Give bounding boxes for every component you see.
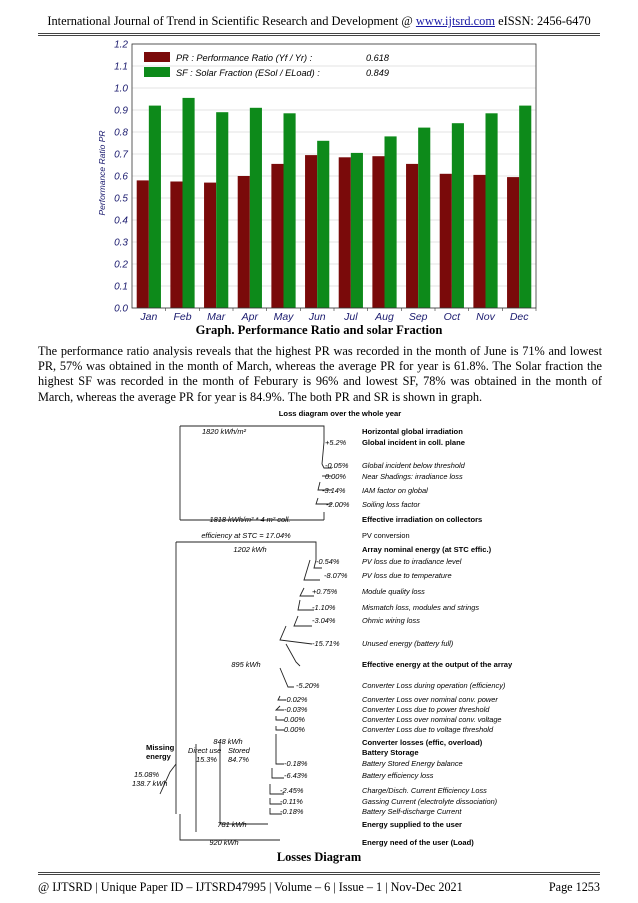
footer-page-number: Page 1253: [548, 880, 600, 894]
x-tick-label: Aug: [375, 311, 394, 323]
journal-url-link[interactable]: www.ijtsrd.com: [415, 14, 495, 28]
loss-item-label: Converter Loss over nominal conv. voltage: [362, 715, 502, 724]
stage-value-4: 1202 kWh: [233, 545, 267, 554]
bar-pr-aug: [372, 156, 384, 308]
loss-item-label: Module quality loss: [362, 587, 425, 596]
missing-energy-label-line1: Missing: [146, 743, 175, 752]
x-tick-label: Mar: [207, 311, 226, 323]
footer-paper-info: @ IJTSRD | Unique Paper ID – IJTSRD47995 | Volume – 6 | Issue – 1 | Nov-Dec 2021: [38, 880, 463, 894]
loss-item-label: IAM factor on global: [362, 486, 428, 495]
loss-item-pct: -1.10%: [312, 603, 336, 612]
loss-item-pct: -0.11%: [280, 797, 303, 806]
header-rule-top: [38, 33, 600, 34]
x-tick-label: Jul: [344, 311, 358, 323]
legend-label-sf: SF : Solar Fraction (ESol / ELoad) :: [176, 68, 320, 78]
loss-item-label: Charge/Disch. Current Efficiency Loss: [362, 786, 487, 795]
loss-item-pct: -0.18%: [280, 807, 304, 816]
direct-use-pct: 15.3%: [196, 755, 217, 764]
body-paragraph: The performance ratio analysis reveals that the highest PR was recorded in the month of June is 71% and lowest PR, 57% was obtained in the month of March, whereas the average PR for year is 61.8%. The Solar fraction the highest SF was recorded in the month of Feburary is 96% and lowest SF, 78% was obtained in the month of March, whereas the average PR for year is 84.9%. The both PR and SR is shown in graph.: [38, 344, 602, 404]
bar-sf-mar: [216, 112, 228, 308]
stage-value-6: 848 kWh: [213, 737, 243, 746]
loss-item-label: Battery Stored Energy balance: [362, 759, 463, 768]
loss-item-pct: +0.75%: [312, 587, 338, 596]
x-tick-label: Apr: [241, 311, 259, 323]
y-tick-label: 0.3: [114, 237, 128, 249]
y-tick-label: 0.0: [114, 303, 128, 315]
page-header: [0, 14, 638, 29]
bar-pr-may: [271, 164, 283, 308]
loss-item-pct: -0.05%: [325, 461, 349, 470]
loss-item-label: Converter Loss during operation (efficiency): [362, 681, 506, 690]
loss-item-pct: -6.43%: [284, 771, 308, 780]
stage-label-8: Energy supplied to the user: [362, 820, 463, 829]
loss-item-label: Unused energy (battery full): [362, 639, 454, 648]
stage-value-9: 920 kWh: [209, 838, 239, 847]
bar-pr-oct: [440, 174, 452, 308]
loss-item-pct: 0.00%: [284, 725, 305, 734]
loss-item-pct: -5.20%: [296, 681, 320, 690]
bar-pr-mar: [204, 183, 216, 308]
loss-flow-upper: [180, 426, 332, 520]
stored-label: Stored: [228, 746, 250, 755]
stage-label-5: Effective energy at the output of the array: [362, 660, 513, 669]
bar-sf-jun: [317, 141, 329, 308]
stage-label-6: Converter losses (effic, overload): [362, 738, 483, 747]
loss-item-pct: -15.71%: [312, 639, 340, 648]
y-tick-label: 1.1: [114, 61, 128, 73]
bar-pr-dec: [507, 177, 519, 308]
footer-rule-top: [38, 872, 600, 873]
bar-pr-apr: [238, 176, 250, 308]
loss-item-pct: -0.18%: [284, 759, 308, 768]
bar-sf-sep: [418, 128, 430, 308]
journal-issn: eISSN: 2456-6470: [498, 14, 591, 28]
stage-label-9: Energy need of the user (Load): [362, 838, 474, 847]
missing-energy-kwh: 138.7 kWh: [132, 779, 168, 788]
loss-item-label: Soiling loss factor: [362, 500, 420, 509]
bar-sf-nov: [486, 113, 498, 308]
y-tick-label: 0.5: [114, 193, 128, 205]
x-tick-label: Nov: [476, 311, 495, 323]
loss-diagram-title: Loss diagram over the whole year: [278, 409, 402, 418]
bar-sf-feb: [183, 98, 195, 308]
stage-label-7: Battery Storage: [362, 748, 419, 757]
bar-pr-feb: [170, 182, 182, 309]
stored-pct: 84.7%: [228, 755, 249, 764]
loss-item-label: Gassing Current (electrolyte dissociation): [362, 797, 498, 806]
loss-item-label: Global incident in coll. plane: [362, 438, 465, 447]
loss-item-pct: -3.14%: [322, 486, 346, 495]
chart-y-axis-label: Performance Ratio PR: [97, 130, 107, 216]
loss-item-pct: 0.00%: [284, 715, 305, 724]
legend-swatch-pr: [144, 52, 170, 62]
bar-sf-apr: [250, 108, 262, 308]
legend-label-pr: PR : Performance Ratio (Yf / Yr) :: [176, 53, 313, 63]
loss-item-pct: 0.00%: [325, 472, 346, 481]
loss-item-label: Converter Loss over nominal conv. power: [362, 695, 498, 704]
bar-pr-jun: [305, 155, 317, 308]
bar-sf-may: [284, 113, 296, 308]
x-tick-label: Oct: [443, 311, 461, 323]
graph-caption: Graph. Performance Ratio and solar Fraction: [195, 323, 443, 337]
loss-item-pct: -0.03%: [284, 705, 308, 714]
bar-sf-jan: [149, 106, 161, 308]
loss-diagram: [100, 404, 540, 852]
loss-item-label: Converter Loss due to voltage threshold: [362, 725, 494, 734]
header-rule-bottom: [38, 35, 600, 36]
x-tick-label: Jun: [308, 311, 326, 323]
loss-item-pct: -8.07%: [324, 571, 348, 580]
bar-pr-jul: [339, 157, 351, 308]
journal-name: International Journal of Trend in Scientific Research and Development @: [47, 14, 413, 28]
stage-value-2: 1818 kWh/m² * 4 m² coll.: [209, 515, 291, 524]
y-tick-label: 1.2: [114, 39, 128, 51]
loss-item-pct: -3.04%: [312, 616, 336, 625]
stage-value-1: 1820 kWh/m²: [202, 427, 246, 436]
stage-value-8: 781 kWh: [217, 820, 247, 829]
x-tick-label: May: [273, 311, 294, 323]
y-tick-label: 0.2: [114, 259, 128, 271]
direct-use-label: Direct use: [188, 746, 222, 755]
loss-item-label: Mismatch loss, modules and strings: [362, 603, 480, 612]
losses-caption: Losses Diagram: [276, 850, 362, 864]
loss-item-label: Converter Loss due to power threshold: [362, 705, 490, 714]
bar-sf-aug: [385, 136, 397, 308]
bar-sf-dec: [519, 106, 531, 308]
y-tick-label: 0.7: [114, 149, 128, 161]
y-tick-label: 0.8: [114, 127, 128, 139]
bar-pr-jan: [137, 180, 149, 308]
y-tick-label: 0.4: [114, 215, 128, 227]
bar-sf-oct: [452, 123, 464, 308]
x-tick-label: Feb: [173, 311, 192, 323]
y-tick-label: 0.9: [114, 105, 128, 117]
missing-energy-pct: 15.08%: [134, 770, 160, 779]
y-tick-label: 1.0: [114, 83, 128, 95]
loss-item-label: Battery Self-discharge Current: [362, 807, 462, 816]
stage-label-2: Effective irradiation on collectors: [362, 515, 483, 524]
legend-value-sf: 0.849: [366, 68, 389, 78]
y-tick-label: 0.6: [114, 171, 128, 183]
x-tick-label: Jan: [140, 311, 158, 323]
loss-item-pct: -2.00%: [326, 500, 350, 509]
loss-item-label: PV loss due to irradiance level: [362, 557, 462, 566]
stage-value-3: efficiency at STC = 17.04%: [201, 531, 291, 540]
x-tick-label: Sep: [408, 311, 428, 323]
missing-energy-label-line2: energy: [146, 752, 171, 761]
stage-label-1: Horizontal global irradiation: [362, 427, 463, 436]
loss-item-label: Near Shadings: irradiance loss: [362, 472, 463, 481]
loss-item-label: PV loss due to temperature: [362, 571, 452, 580]
footer-rule-bottom: [38, 874, 600, 875]
loss-item-pct: -2.45%: [280, 786, 304, 795]
loss-item-label: Ohmic wiring loss: [362, 616, 420, 625]
legend-value-pr: 0.618: [366, 53, 389, 63]
page-footer: [38, 880, 600, 895]
loss-item-label: Battery efficiency loss: [362, 771, 434, 780]
loss-item-pct: -0.02%: [284, 695, 308, 704]
loss-item-label: Global incident below threshold: [362, 461, 465, 470]
bar-pr-nov: [473, 175, 485, 308]
loss-flow-lower: [160, 542, 322, 840]
bar-sf-jul: [351, 153, 363, 308]
legend-swatch-sf: [144, 67, 170, 77]
stage-value-5: 895 kWh: [231, 660, 261, 669]
stage-label-3: PV conversion: [362, 531, 410, 540]
performance-ratio-chart: [96, 38, 544, 324]
y-tick-label: 0.1: [114, 281, 128, 293]
loss-item-pct: -0.54%: [316, 557, 340, 566]
bar-pr-sep: [406, 164, 418, 308]
x-tick-label: Dec: [509, 311, 529, 323]
loss-item-pct: +5.2%: [325, 438, 347, 447]
stage-label-4: Array nominal energy (at STC effic.): [362, 545, 492, 554]
